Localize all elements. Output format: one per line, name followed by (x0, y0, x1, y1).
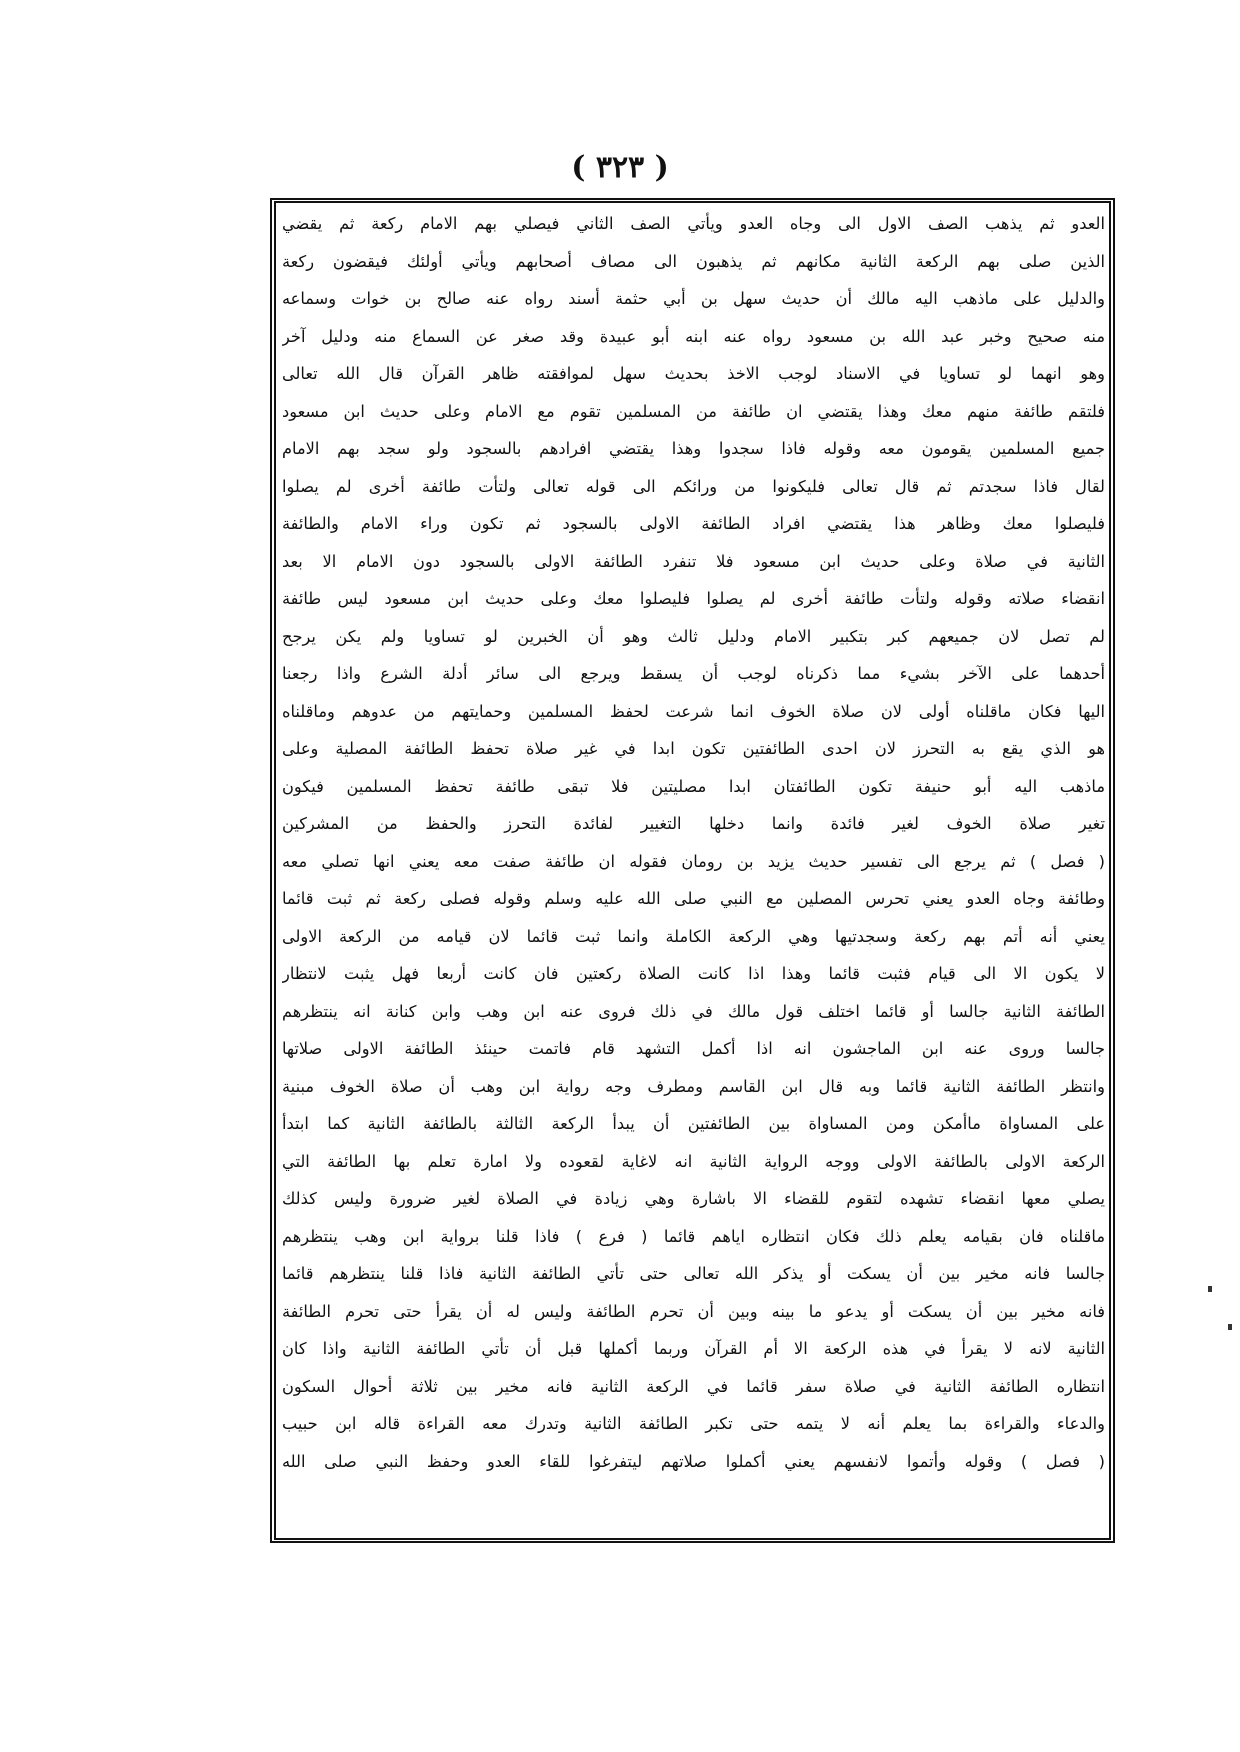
margin-dot (1228, 1324, 1232, 1330)
text-line: الذين صلى بهم الركعة الثانية مكانهم ثم يذهبون الى مصاف أصحابهم ويأتي أولئك فيقضون ركعة (282, 251, 1105, 271)
text-line: هو الذي يقع به التحرز لان احدى الطائفتين تكون ابدا في غير صلاة تحفظ الطائفة المصلية وعلى (282, 739, 1105, 758)
text-line: منه صحيح وخبر عبد الله بن مسعود رواه عنه ابنه أبو عبيدة وقد صغر عن السماع منه ودليل آخر (282, 326, 1105, 346)
text-line: الطائفة الثانية جالسا أو قائما اختلف قول مالك في ذلك فروى عنه ابن وهب وابن كنانة انه ينتظرهم (282, 1001, 1105, 1021)
text-line: ماذهب اليه أبو حنيفة تكون الطائفتان ابدا مصليتين فلا تبقى طائفة تحفظ المسلمين فيكون (282, 776, 1105, 796)
text-line: الثانية في صلاة وعلى حديث ابن مسعود فلا تنفرد الطائفة الاولى بالسجود دون الامام الا بعد (282, 551, 1105, 571)
text-line: انتظاره الطائفة الثانية في صلاة سفر قائما في الركعة الثانية فانه مخير بين ثلاثة أحوال السكون (282, 1376, 1105, 1396)
text-line: أحدهما على الآخر بشيء مما ذكرناه لوجب أن يسقط ويرجع الى سائر أدلة الشرع واذا رجعنا (282, 664, 1105, 683)
margin-dot (1208, 1286, 1212, 1292)
text-line: لا يكون الا الى قيام فثبت قائما وهذا اذا كانت الصلاة ركعتين فان كانت أربعا فهل يثبت لانتظار (282, 964, 1105, 983)
text-line: ( فصل ) وقوله وأتموا لانفسهم يعني أكملوا صلاتهم ليتفرغوا للقاء العدو وحفظ النبي صلى الله (282, 1451, 1105, 1471)
text-line: ( فصل ) ثم يرجع الى تفسير حديث يزيد بن رومان فقوله ان طائفة صفت معه يعني انها تصلي معه (282, 851, 1105, 871)
arabic-text-block (282, 205, 1105, 1480)
text-line: وانتظر الطائفة الثانية قائما وبه قال ابن القاسم ومطرف وجه رواية ابن وهب أن صلاة الخوف مبنية (282, 1076, 1105, 1096)
text-line: الثانية لانه لا يقرأ في هذه الركعة الا أم القرآن وربما أكملها قبل أن تأتي الطائفة الثانية واذا كان (282, 1339, 1105, 1358)
text-line: تغير صلاة الخوف لغير فائدة وانما دخلها التغيير لفائدة التحرز والحفظ من المشركين (282, 814, 1105, 833)
text-line: فليصلوا معك وظاهر هذا يقتضي افراد الطائفة الاولى بالسجود ثم تكون وراء الامام والطائفة (282, 514, 1105, 533)
text-line: اليها فكان ماقلناه أولى لان صلاة الخوف انما شرعت لحفظ المسلمين وحمايتهم من عدوهم وماقلناه (282, 701, 1105, 721)
text-line: والدعاء والقراءة بما يعلم أنه لا يتمه حتى تكبر الطائفة الثانية وتدرك معه القراءة قاله ابن حبيب (282, 1414, 1105, 1433)
text-line: والدليل على ماذهب اليه مالك أن حديث سهل بن أبي حثمة أسند رواه عنه صالح بن خوات وسماعه (282, 289, 1105, 308)
text-line: جالسا وروى عنه ابن الماجشون انه اذا أكمل التشهد قام فاتمت حينئذ الطائفة الاولى صلاتها (282, 1039, 1105, 1058)
text-line: جالسا فانه مخير بين أن يسكت أو يذكر الله تعالى حتى تأتي الطائفة الثانية فاذا قلنا ينتظرهم قائما (282, 1264, 1105, 1283)
text-line: لقال فاذا سجدتم ثم قال تعالى فليكونوا من ورائكم الى قوله تعالى ولتأت طائفة أخرى لم يصلوا (282, 476, 1105, 496)
page-number: ( ٣٢٣ ) (571, 150, 669, 185)
text-line: فلتقم طائفة منهم معك وهذا يقتضي ان طائفة من المسلمين تقوم مع الامام وعلى حديث ابن مسعود (282, 401, 1105, 421)
text-line: جميع المسلمين يقومون معه وقوله فاذا سجدوا وهذا يقتضي افرادهم بالسجود ولو سجد بهم الامام (282, 439, 1105, 458)
text-line: يعني أنه أتم بهم ركعة وسجدتيها وهي الركعة الكاملة وانما ثبت قائما لان قيامه من الركعة الاولى (282, 926, 1105, 946)
text-line: ماقلناه فان بقيامه يعلم ذلك فكان انتظاره اياهم قائما ( فرع ) فاذا قلنا برواية ابن وهب ينتظرهم (282, 1226, 1105, 1246)
text-line: يصلي معها انقضاء تشهده لتقوم للقضاء الا باشارة وهي زيادة في الصلاة لغير ضرورة وليس كذلك (282, 1189, 1105, 1208)
text-line: فانه مخير بين أن يسكت أو يدعو ما بينه وبين أن تحرم الطائفة وليس له أن يقرأ حتى تحرم الطائفة (282, 1301, 1105, 1321)
text-line: وطائفة وجاه العدو يعني تحرس المصلين مع النبي صلى الله عليه وسلم وقوله فصلى ركعة ثم ثبت قائما (282, 889, 1105, 908)
text-line: العدو ثم يذهب الصف الاول الى وجاه العدو ويأتي الصف الثاني فيصلي بهم الامام ركعة ثم يقضي (282, 214, 1105, 233)
text-line: الركعة الاولى بالطائفة الاولى ووجه الرواية الثانية انه لاغاية لقعوده ولا امارة تعلم بها الطائفة التي (282, 1151, 1105, 1171)
text-line: لم تصل لان جميعهم كبر بتكبير الامام ودليل ثالث وهو أن الخبرين لو تساويا ولم يكن يرجح (282, 626, 1105, 646)
text-line: انقضاء صلاته وقوله ولتأت طائفة أخرى لم يصلوا فليصلوا معك وعلى حديث ابن مسعود ليس طائفة (282, 589, 1105, 608)
text-line: وهو انهما لو تساويا في الاسناد لوجب الاخذ بحديث سهل لموافقته ظاهر القرآن قال الله تعالى (282, 364, 1105, 383)
text-line: على المساواة ماأمكن ومن المساواة بين الطائفتين أن يبدأ الركعة الثالثة بالطائفة الثانية كما ابتدأ (282, 1114, 1105, 1133)
